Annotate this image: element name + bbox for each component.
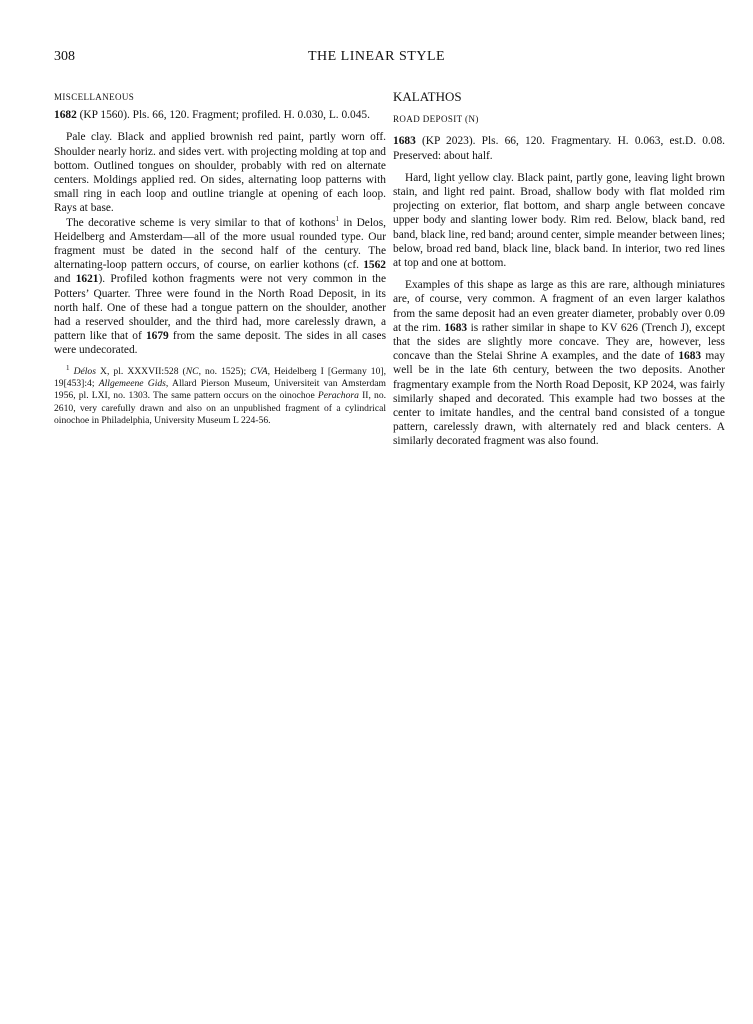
catalog-entry-1682 [54, 108, 386, 122]
catalog-reference: 1679 [145, 330, 169, 343]
subheading-road-deposit: ROAD DEPOSIT (N) [393, 114, 479, 125]
description-paragraph: Hard, light yellow clay. Black paint, partly gone, leaving light brown stain, and light red paint. Broad, shallow body with flat molded rim projecting on exterior, flat bottom, and sharp angle between concave upper body and slanting lower body. Rim red. Below, black band, red band, black line, red band; around center, simple meander between lines; below, broad red band, black line, black band. In interior, two red lines at top and one at bottom. [393, 171, 725, 270]
page-number: 308 [54, 49, 75, 64]
running-title: THE LINEAR STYLE [307, 49, 446, 64]
catalog-reference: 1683 [444, 321, 468, 334]
footnote-text: $^1$ Délos X, pl. XXXVII:528 (NC, no. 1525); CVA, Heidelberg I [Germany 10], 19[453]:4; Allgemeene Gids, Allard Pierson Museum, Universiteit van Amsterdam 1956, pl. LXI, no. 1303. The same pattern occurs on the oinochoe Perachora II, no. 2610, very carefully drawn and also on an unpublished fragment of a cylindrical oinochoe in Philadelphia, University Museum L 224-56. [54, 363, 387, 426]
entry-details: (KP 2023). Pls. 66, 120. Fragmentary. H. 0.063, est.D. 0.08. Preserved: about half. [393, 135, 725, 162]
discussion-paragraph: The decorative scheme is very similar to that of kothons$^1$ in Delos, Heidelberg and Amsterdam—all of the more usual rounded type. Our fragment must be dated in the second half of the century. The alternating-loop pattern occurs, of course, on earlier kothons (cf. 1562 and 1621). Profiled kothon fragments were not very common in the Potters’ Quarter. Three were found in the North Road Deposit, in its north half. One of these had a tongue pattern on the shoulder, another had a reserved shoulder, and the third had, more carelessly drawn, a pattern like that of 1679 from the same deposit. The sides in all cases were undecorated. [54, 214, 387, 357]
catalog-reference: 1562 [363, 259, 386, 272]
footnote [54, 363, 387, 427]
footnote-marker: 1 [335, 214, 339, 223]
section-heading-kalathos: KALATHOS [393, 89, 462, 104]
section-heading-miscellaneous: MISCELLANEOUS [54, 92, 135, 102]
entry-details: (KP 1560). Pls. 66, 120. Fragment; profiled. H. 0.030, L. 0.045. [76, 109, 370, 122]
footnote-number: 1 [66, 363, 70, 372]
catalog-entry-1683 [393, 134, 725, 162]
right-column [393, 90, 725, 449]
left-column [54, 90, 386, 427]
entry-number: 1683 [393, 135, 416, 148]
page-header [0, 50, 753, 70]
catalog-reference: 1621 [75, 273, 99, 286]
description-paragraph: Pale clay. Black and applied brownish red paint, partly worn off. Shoulder nearly horiz. and sides vert. with projecting molding at top and bottom. Outlined tongues on shoulder, probably with red on alternate centers. Moldings applied red. On sides, alternating loop patterns with small ring in each loop and outline triangle at opening of each loop. Rays at base. [54, 131, 386, 215]
catalog-reference: 1683 [678, 350, 702, 363]
entry-number: 1682 [54, 109, 77, 122]
discussion-paragraph: Examples of this shape as large as this are rare, although miniatures are, of course, very common. A fragment of an even larger kalathos from the same deposit had an even greater diameter, probably over 0.09 at the rim. 1683 is rather similar in shape to KV 626 (Trench J), except that the sides are slightly more concave. They are, however, less concave than the Stelai Shrine A examples, and the date of 1683 may well be in the late 6th century, between the two deposits. Another fragmentary example from the North Road Deposit, KP 2024, was fairly similarly shaped and decorated. This example had two bosses at the center to imitate handles, and the central band consisted of a tongue pattern, carelessly drawn, with alternately red and black centers. A similarly decorated fragment was also found. [393, 279, 725, 448]
